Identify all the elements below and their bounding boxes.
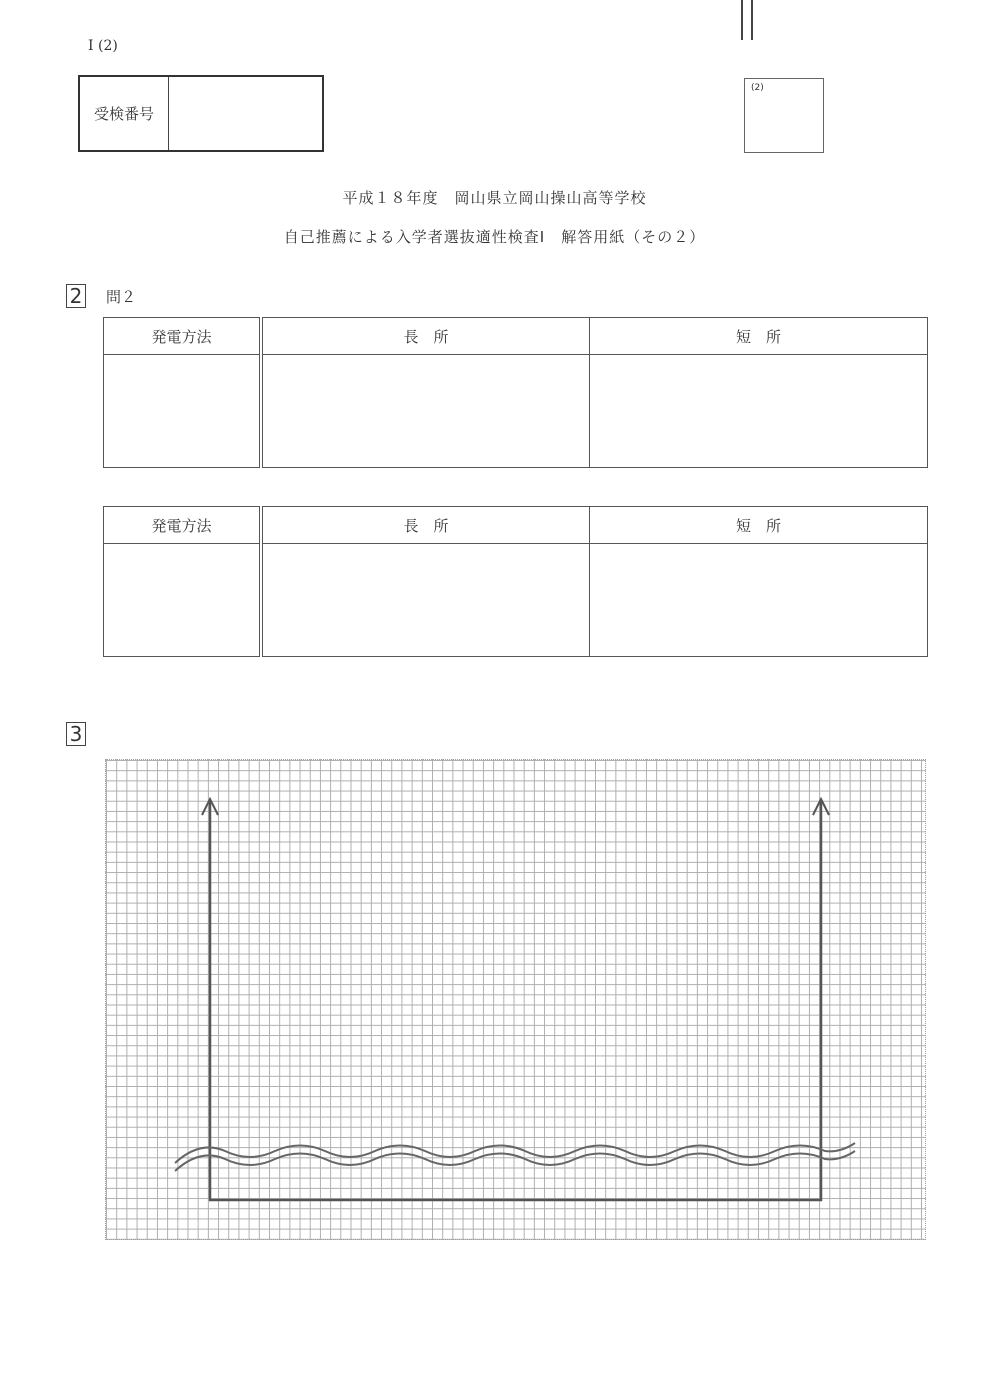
answer-table-2: [103, 506, 928, 657]
exam-number-field[interactable]: [169, 77, 322, 150]
exam-number-label: 受検番号: [80, 77, 169, 150]
header-advantages: 長 所: [261, 507, 590, 544]
exam-number-box: [78, 75, 324, 152]
header-disadvantages: 短 所: [590, 318, 928, 355]
title-line-1: 平成１８年度 岡山県立岡山操山高等学校: [342, 189, 647, 207]
answer-cell-advantages[interactable]: [261, 544, 590, 657]
score-label: (2): [751, 83, 764, 93]
water-surface-line-upper: [175, 1143, 855, 1163]
answer-table-1: [103, 317, 928, 468]
answer-cell-disadvantages[interactable]: [590, 355, 928, 468]
water-surface-line-lower: [175, 1151, 855, 1171]
title-line-2: 自己推薦による入学者選抜適性検査Ⅰ 解答用紙（その２）: [283, 228, 706, 246]
answer-cell-advantages[interactable]: [261, 355, 590, 468]
question-label: 問２: [106, 288, 137, 306]
header-method: 発電方法: [104, 318, 262, 355]
header-advantages: 長 所: [261, 318, 590, 355]
diagram-figure: [105, 759, 926, 1240]
answer-cell-method[interactable]: [104, 355, 262, 468]
score-box[interactable]: [744, 78, 824, 153]
binding-mark: [741, 0, 753, 40]
page-id: I (2): [88, 38, 118, 54]
section-3-number: 3: [66, 722, 86, 746]
answer-cell-disadvantages[interactable]: [590, 544, 928, 657]
section-2-number: 2: [66, 284, 86, 308]
answer-cell-method[interactable]: [104, 544, 262, 657]
header-method: 発電方法: [104, 507, 262, 544]
header-disadvantages: 短 所: [590, 507, 928, 544]
